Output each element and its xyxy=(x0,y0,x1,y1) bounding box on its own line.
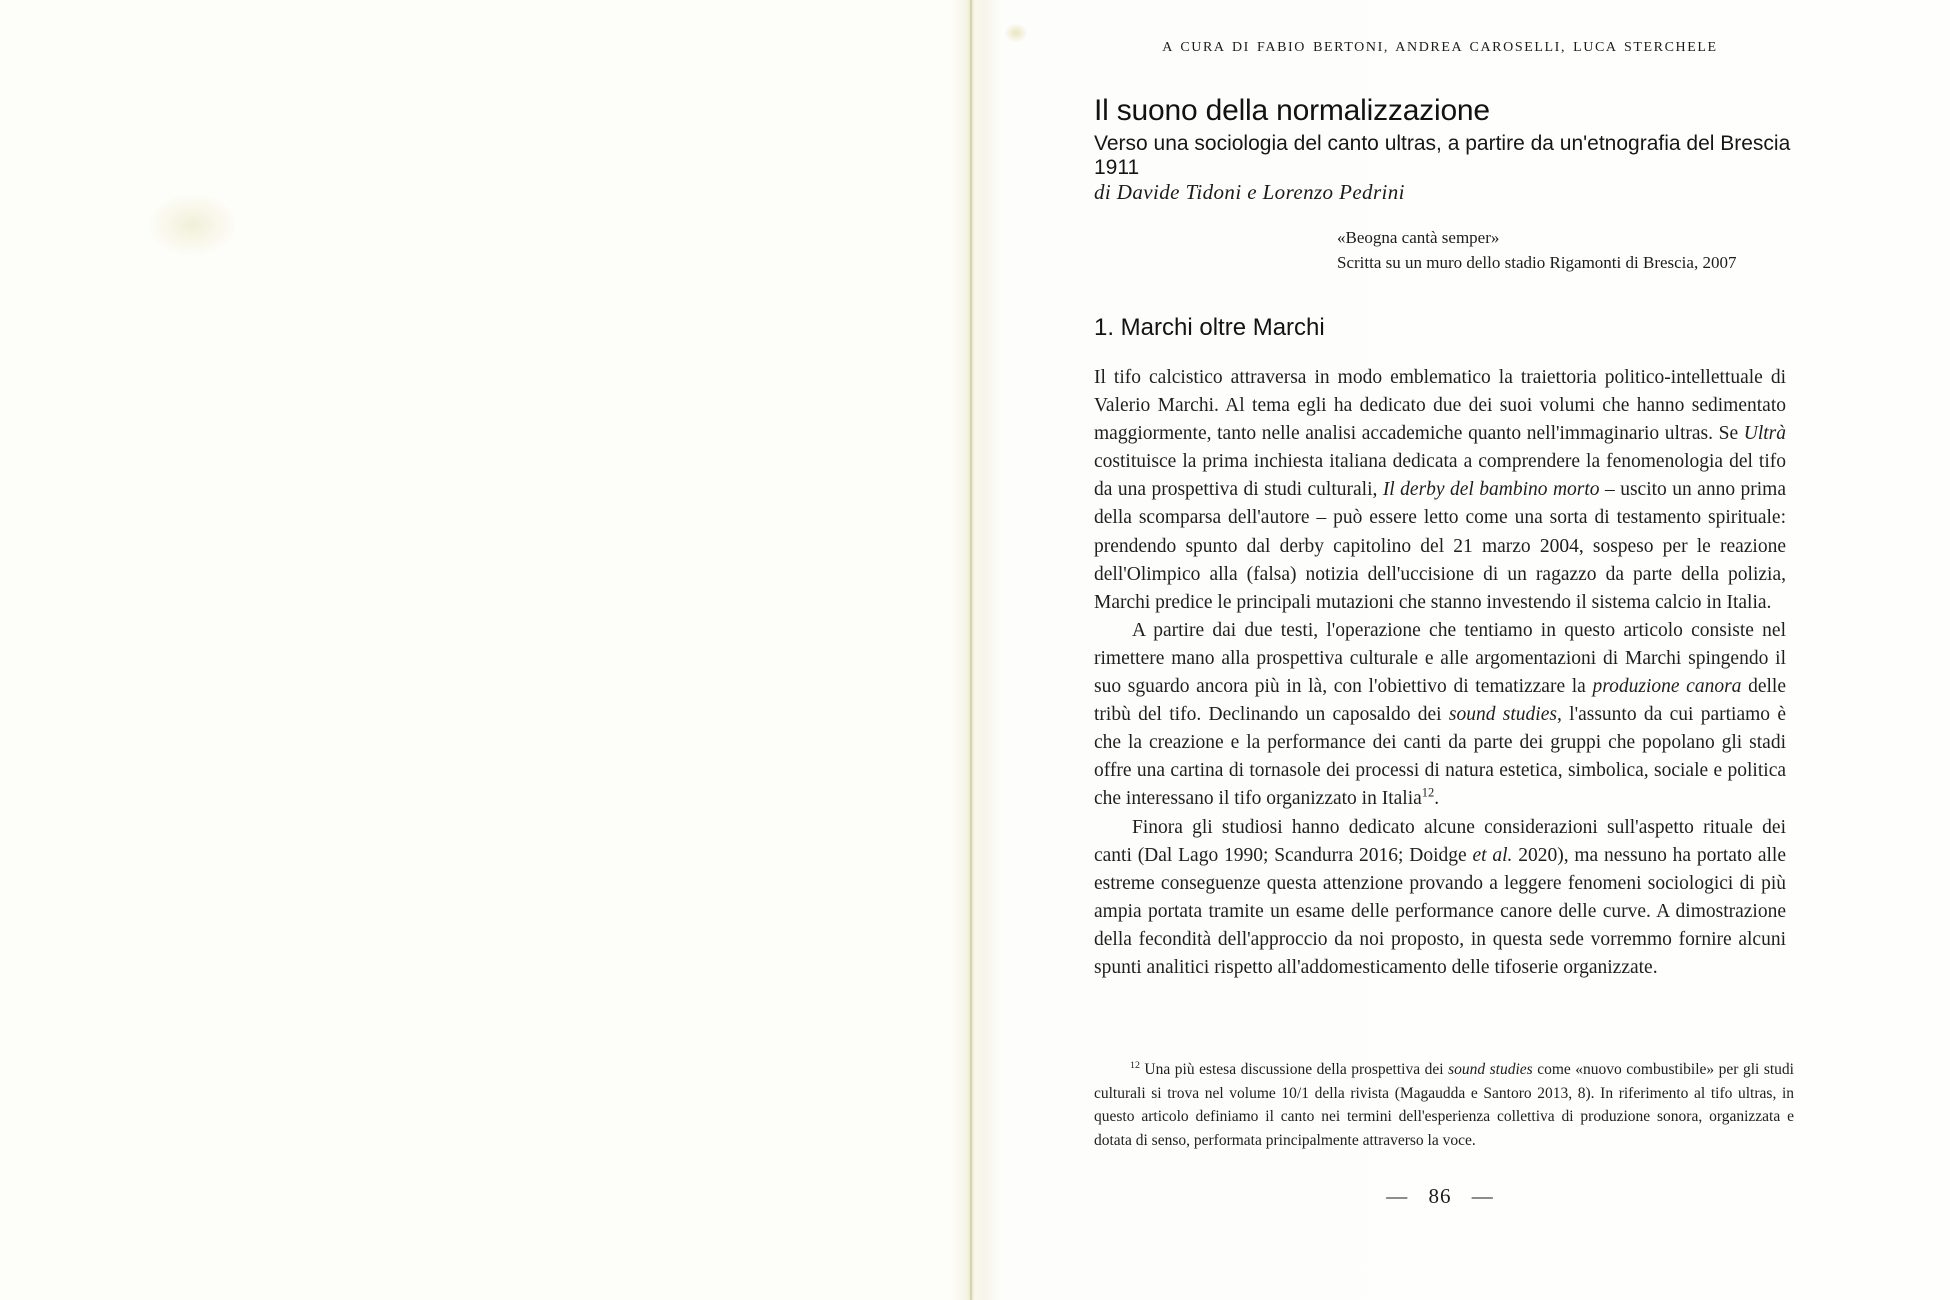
footnote: $^{12}$ Una più estesa discussione della prospettiva dei sound studies come «nuovo combustibile» per gli studi culturali si trova nel volume 10/1 della rivista (Magaudda e Santoro 2013, 8). In riferimento al tifo ultras, in questo articolo definiamo il canto nei termini dell'esperienza collettiva di produzione sonora, organizzata e dotata di senso, performata principalmente attraverso la voce. xyxy=(1094,1059,1794,1149)
article-subtitle: Verso una sociologia del canto ultras, a partire da un'etnografia del Brescia 1911 xyxy=(1094,132,1791,179)
epigraph-attribution: Scritta su un muro dello stadio Rigamonti di Brescia, 2007 xyxy=(1337,253,1737,272)
right-text-page xyxy=(1002,0,1950,1300)
article-body xyxy=(1094,364,1786,982)
book-spine-line xyxy=(970,0,972,1300)
article-title: Il suono della normalizzazione xyxy=(1094,94,1490,127)
running-header: A CURA DI FABIO BERTONI, ANDREA CAROSELLI, LUCA STERCHELE xyxy=(1162,40,1718,55)
page-number: — 86 — xyxy=(1386,1184,1494,1208)
epigraph xyxy=(1337,225,1797,275)
paper-smudge xyxy=(150,195,235,255)
body-paragraph: Finora gli studiosi hanno dedicato alcune considerazioni sull'aspetto rituale dei canti (Dal Lago 1990; Scandurra 2016; Doidge et al. 2020), ma nessuno ha portato alle estreme conseguenze questa attenzione provando a leggere fenomeni sociologici di più ampia portata tramite un esame delle performance canore delle curve. A dimostrazione della fecondità dell'approccio da noi proposto, in questa sede vorremmo fornire alcuni spunti analitici rispetto all'addomesticamento delle tifoserie organizzate. xyxy=(1094,816,1786,978)
body-paragraph: A partire dai due testi, l'operazione che tentiamo in questo articolo consiste nel rimettere mano alla prospettiva culturale e alle argomentazioni di Marchi spingendo il suo sguardo ancora più in là, con l'obiettivo di tematizzare la produzione canora delle tribù del tifo. Declinando un caposaldo dei sound studies, l'assunto da cui partiamo è che la creazione e la performance dei canti da parte dei gruppi che popolano gli stadi offre una cartina di tornasole dei processi di natura estetica, simbolica, sociale e politica che interessano il tifo organizzato in Italia$^{12}$. xyxy=(1094,619,1786,810)
book-spine-gutter xyxy=(952,0,1002,1300)
body-paragraph: Il tifo calcistico attraversa in modo emblematico la traiettoria politico-intellettuale di Valerio Marchi. Al tema egli ha dedicato due dei suoi volumi che hanno sedimentato maggiormente, tanto nelle analisi accademiche quanto nell'immaginario ultras. Se Ultrà costituisce la prima inchiesta italiana dedicata a comprendere la fenomenologia del tifo da una prospettiva di studi culturali, Il derby del bambino morto – uscito un anno prima della scomparsa dell'autore – può essere letto come una sorta di testamento spirituale: prendendo spunto dal derby capitolino del 21 marzo 2004, sospeso per le reazione dell'Olimpico alla (falsa) notizia dell'uccisione di un ragazzo da parte della polizia, Marchi predice le principali mutazioni che stanno investendo il sistema calcio in Italia. xyxy=(1094,367,1786,613)
section-heading: 1. Marchi oltre Marchi xyxy=(1094,314,1325,341)
byline: di Davide Tidoni e Lorenzo Pedrini xyxy=(1094,180,1405,204)
left-blank-page xyxy=(0,0,966,1300)
epigraph-quote: «Beogna cantà semper» xyxy=(1337,228,1500,247)
